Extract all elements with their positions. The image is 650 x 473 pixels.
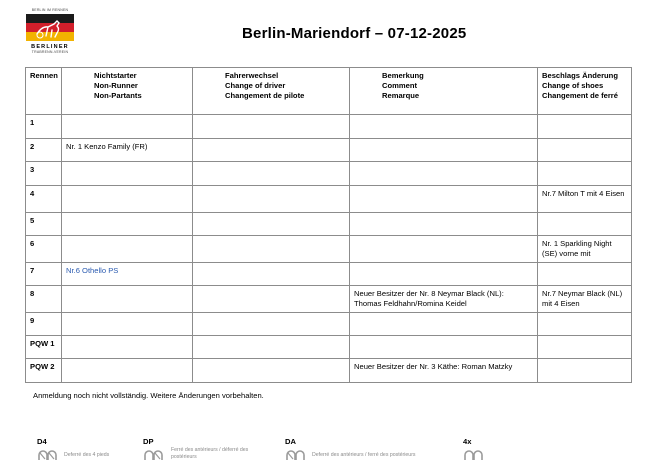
table-row: 3 — [26, 162, 632, 186]
header-beschlag: Beschlags Änderung Change of shoes Changement de ferré — [538, 68, 632, 115]
header-fahrerwechsel: Fahrerwechsel Change of driver Changement de pilote — [193, 68, 350, 115]
table-header-row — [26, 68, 632, 115]
legend-desc: Deferré des 4 pieds — [64, 452, 110, 458]
table-row: 1 — [26, 115, 632, 139]
legend-da — [285, 437, 416, 458]
horse-sulky-icon — [34, 17, 68, 39]
legend-code: DA — [285, 437, 296, 446]
legend-dp — [143, 437, 249, 460]
table-row: PQW 1 — [26, 336, 632, 359]
logo-sub-text: TRABRENN-VEREIN — [31, 50, 69, 54]
header-rennen: Rennen — [26, 68, 62, 115]
all-unshod-icon — [37, 449, 57, 461]
logo-top-text: BERLIN IM RENNEN — [31, 8, 69, 12]
page-title: Berlin-Mariendorf – 07-12-2025 — [242, 25, 467, 42]
table-row: 9 — [26, 313, 632, 336]
table-row: 2 Nr. 1 Kenzo Family (FR) — [26, 139, 632, 162]
table-row: 8 Neuer Besitzer der Nr. 8 Neymar Black (NL): Thomas Feldhahn/Romina Keidel Nr.7 Neymar Black (NL) mit 4 Eisen — [26, 286, 632, 313]
table-row: PQW 2 Neuer Besitzer der Nr. 3 Käthe: Roman Matzky — [26, 359, 632, 383]
table-row: 4 Nr.7 Milton T mit 4 Eisen — [26, 186, 632, 213]
berliner-trabrenn-logo — [25, 8, 75, 63]
legend-code: DP — [143, 437, 154, 446]
logo-flag — [26, 14, 74, 42]
header-bemerkung: Bemerkung Comment Remarque — [350, 68, 538, 115]
legend-code: 4x — [463, 437, 472, 446]
header-nichtstarter: Nichtstarter Non-Runner Non-Partants — [62, 68, 193, 115]
legend-d4 — [37, 437, 110, 458]
table-row: 6 Nr. 1 Sparkling Night (SE) vorne mit — [26, 236, 632, 263]
logo-brand: BERLINER — [31, 44, 69, 50]
legend-desc: Ferré des antérieurs / déferré des postérieurs — [171, 447, 249, 460]
legend-4x — [463, 437, 471, 446]
table-row: 5 — [26, 213, 632, 236]
table-row: 7 Nr.6 Othello PS — [26, 263, 632, 286]
legend-desc: Deferré des antérieurs / ferré des postérieurs — [312, 452, 416, 458]
front-shod-icon — [143, 449, 163, 461]
all-shod-icon — [463, 449, 483, 461]
legend-code: D4 — [37, 437, 47, 446]
footnote: Anmeldung noch nicht vollständig. Weitere Änderungen vorbehalten. — [33, 391, 264, 400]
changes-table — [25, 67, 632, 383]
hind-shod-icon — [285, 449, 305, 461]
